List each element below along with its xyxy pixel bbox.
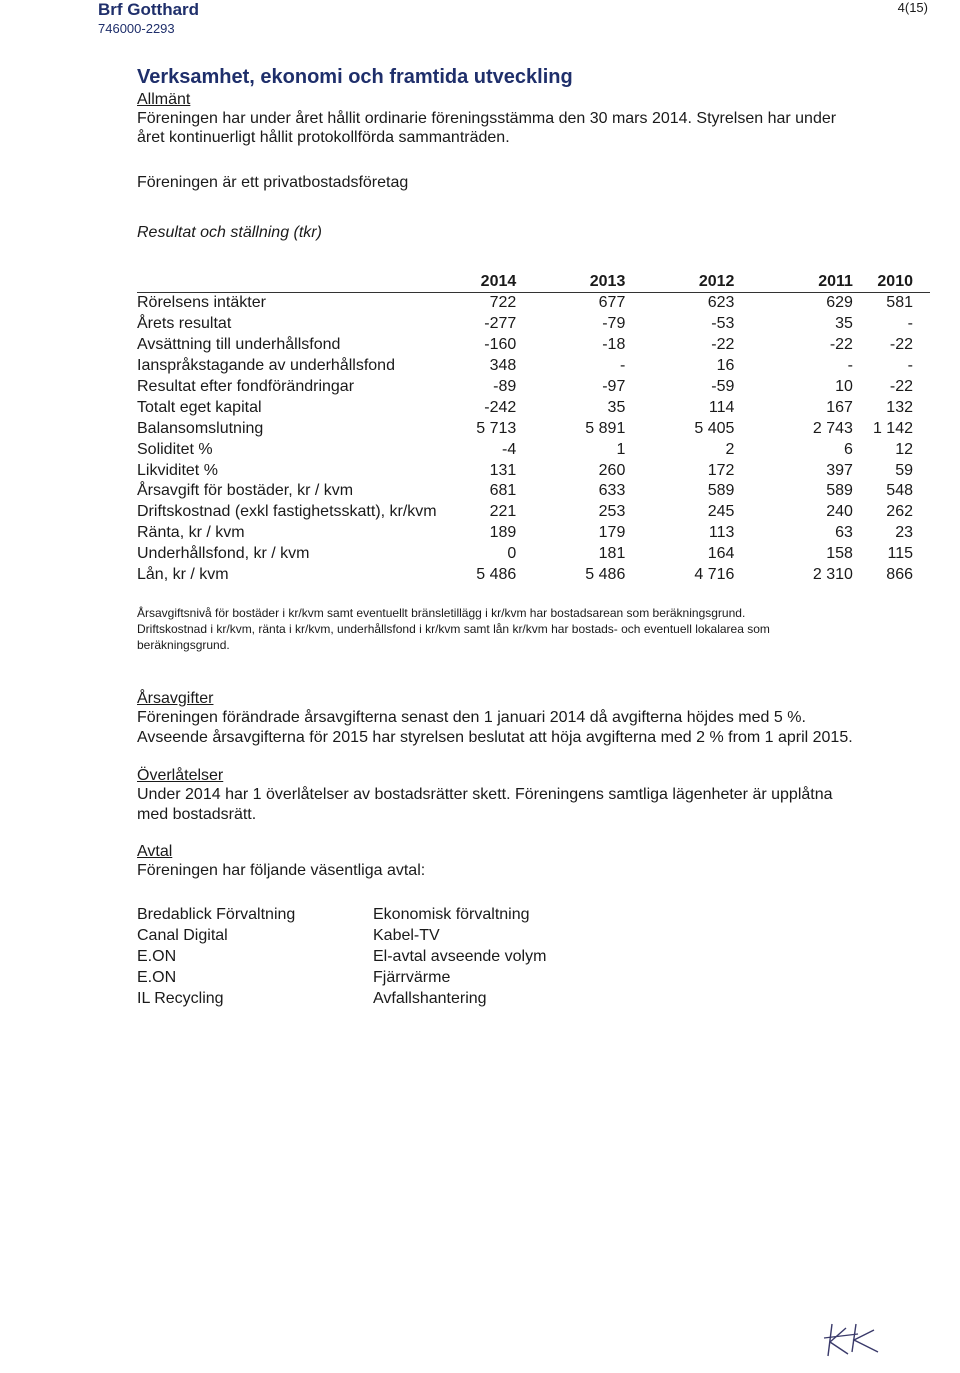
table-cell: 59 [895,461,913,479]
agreement-type: El-avtal avseende volym [373,948,547,965]
agreement-item [137,906,737,927]
table-body [137,293,930,586]
table-cell: 260 [598,461,626,479]
column-header: 2014 [437,271,537,293]
table-cell: 10 [835,378,853,395]
table-cell: -4 [502,440,517,458]
column-header: 2012 [645,271,754,293]
general-heading: Allmänt [137,91,191,108]
table-cell: -22 [889,336,913,354]
table-row [137,481,930,502]
org-name: Brf Gotthard [98,0,200,19]
row-label: Lån, kr / kvm [137,566,229,584]
row-label: Balansomslutning [137,419,264,437]
table-cell: 629 [826,294,853,312]
table-cell: 115 [887,545,913,563]
table-cell: -22 [711,336,735,354]
agreement-type: Fjärrvärme [373,969,451,986]
row-label: Avsättning till underhållsfond [137,336,341,354]
agreement-type: Ekonomisk förvaltning [373,906,530,923]
table-cell: -53 [711,315,735,333]
agreements-list [137,906,737,1011]
agreement-party: Canal Digital [137,927,228,944]
table-cell: 262 [886,503,913,521]
table-cell: 1 [616,440,626,458]
table-cell: 35 [835,315,853,333]
agreement-party: IL Recycling [137,990,224,1007]
column-header [137,271,437,293]
table-cell: 6 [844,440,853,458]
agreements-section [137,842,927,881]
company-type-text: Föreningen är ett privatbostadsföretag [137,174,409,191]
table-cell: - [907,357,913,375]
table-cell: -59 [711,378,735,395]
table-cell: 240 [826,503,853,521]
agreement-party: E.ON [137,948,177,965]
agreement-item [137,990,737,1011]
agreement-type: Kabel-TV [373,927,440,944]
agreement-type: Avfallshantering [373,990,487,1007]
table-row [137,397,930,418]
table-cell: -79 [602,315,626,333]
table-cell: -160 [484,336,517,354]
footnote-line: Driftskostnad i kr/kvm, ränta i kr/kvm, underhållsfond i kr/kvm samt lån kr/kvm har bostads- och eventuell lokalarea som [137,622,770,636]
table-row [137,523,930,544]
table-row [137,377,930,398]
agreement-item [137,969,737,990]
table-cell: 397 [826,461,853,479]
table-cell: 5 891 [585,419,626,437]
table-row [137,502,930,523]
table-cell: 221 [489,503,517,521]
table-cell: 63 [835,524,853,542]
table-cell: -89 [493,378,517,395]
table-cell: 4 716 [694,566,735,584]
row-label: Ianspråkstagande av underhållsfond [137,357,395,375]
table-subtitle: Resultat och ställning (tkr) [137,224,322,241]
agreement-party: E.ON [137,969,177,986]
column-header: 2011 [754,271,873,293]
table-cell: 35 [607,398,626,416]
table-cell: -22 [889,378,913,395]
table-cell: 589 [707,482,735,500]
agreement-item [137,948,737,969]
table-cell: 253 [598,503,626,521]
table-cell: 113 [708,524,735,542]
table-row [137,544,930,565]
transfers-heading: Överlåtelser [137,767,224,784]
footnote-line: beräkningsgrund. [137,638,230,652]
row-label: Resultat efter fondförändringar [137,378,355,395]
table-row [137,439,930,460]
table-cell: 16 [716,357,735,375]
table-cell: -22 [829,336,853,354]
table-row [137,565,930,586]
org-number: 746000-2293 [98,21,175,36]
page-title: Verksamhet, ekonomi och framtida utveckling [137,66,573,88]
table-cell: 5 486 [585,566,626,584]
table-cell: 2 310 [812,566,853,584]
transfers-section [137,766,927,825]
row-label: Driftskostnad (exkl fastighetsskatt), kr/kvm [137,503,437,521]
row-label: Underhållsfond, kr / kvm [137,545,310,563]
table-cell: 245 [707,503,735,521]
transfers-text-line1: Under 2014 har 1 överlåtelser av bostadsrätter skett. Föreningens samtliga lägenheter är upplåtna [137,786,833,803]
table-cell: 12 [895,440,913,458]
table-cell: 681 [489,482,517,500]
table-header-row [137,271,930,293]
table-cell: - [847,357,853,375]
transfers-text-line2: med bostadsrätt. [137,806,257,823]
row-label: Årsavgift för bostäder, kr / kvm [137,482,354,500]
intro-section [137,64,927,192]
row-label: Soliditet % [137,440,213,458]
table-cell: 181 [598,545,626,563]
table-row [137,460,930,481]
row-label: Rörelsens intäkter [137,294,266,312]
table-cell: 1 142 [872,419,913,437]
table-cell: 548 [886,482,913,500]
table-row [137,314,930,335]
agreements-intro: Föreningen har följande väsentliga avtal: [137,862,426,879]
table-cell: 623 [707,294,735,312]
table-cell: 348 [489,357,517,375]
column-header: 2013 [536,271,645,293]
table-cell: -242 [484,398,517,416]
table-cell: - [907,315,913,333]
table-cell: 179 [598,524,626,542]
table-cell: 167 [826,398,853,416]
agreement-item [137,927,737,948]
table-cell: 0 [507,545,517,563]
footnote-line: Årsavgiftsnivå för bostäder i kr/kvm samt eventuellt bränsletillägg i kr/kvm har bostadsarean som beräkningsgrund. [137,606,746,620]
table-cell: -277 [484,315,517,333]
fees-text-line2: Avseende årsavgifterna för 2015 har styrelsen beslutat att höja avgifterna med 2 % from 1 april 2015. [137,729,853,746]
table-cell: 131 [489,461,517,479]
row-label: Årets resultat [137,315,232,333]
financial-table [137,271,930,585]
column-header: 2010 [873,271,930,293]
table-cell: -97 [602,378,626,395]
row-label: Likviditet % [137,461,218,479]
table-cell: 5 486 [476,566,517,584]
table-cell: 2 743 [812,419,853,437]
table-row [137,293,930,314]
fees-section [137,689,927,748]
signature-initials [818,1318,898,1358]
agreement-party: Bredablick Förvaltning [137,906,296,923]
table-footnote [137,605,897,653]
table-cell: 132 [886,398,913,416]
fees-text-line1: Föreningen förändrade årsavgifterna senast den 1 januari 2014 då avgifterna höjdes med 5 %. [137,709,806,726]
table-row [137,418,930,439]
general-text-line2: året kontinuerligt hållit protokollförda sammanträden. [137,129,510,146]
row-label: Ränta, kr / kvm [137,524,245,542]
table-cell: 189 [489,524,517,542]
general-text-line1: Föreningen har under året hållit ordinarie föreningsstämma den 30 mars 2014. Styrelsen har under [137,110,837,127]
table-cell: 589 [826,482,853,500]
table-cell: 5 713 [476,419,517,437]
table-cell: 172 [707,461,735,479]
agreements-heading: Avtal [137,843,173,860]
table-cell: 164 [707,545,735,563]
table-row [137,356,930,377]
table-cell: 158 [826,545,853,563]
table-cell: 2 [725,440,735,458]
page-number: 4(15) [897,0,928,15]
table-cell: 866 [886,566,913,584]
table-cell: 114 [708,398,735,416]
table-cell: 5 405 [694,419,735,437]
table-cell: 23 [895,524,913,542]
table-cell: 677 [598,294,626,312]
table-cell: - [620,357,626,375]
table-cell: 722 [489,294,517,312]
fees-heading: Årsavgifter [137,690,214,707]
table-cell: 633 [598,482,626,500]
table-cell: -18 [602,336,626,354]
row-label: Totalt eget kapital [137,398,262,416]
table-row [137,335,930,356]
table-cell: 581 [886,294,913,312]
